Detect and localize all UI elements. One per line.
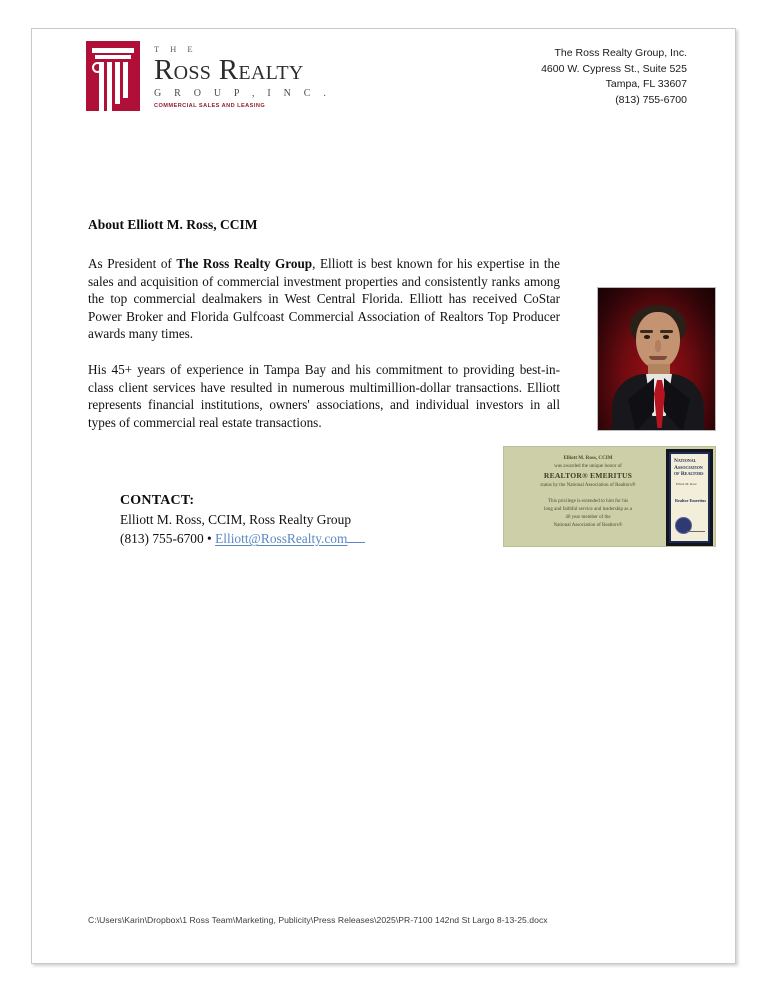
contact-email-trailing-underline bbox=[347, 542, 365, 543]
body-text-column bbox=[88, 255, 560, 431]
contact-email-link[interactable]: Elliott@RossRealty.com bbox=[215, 531, 348, 546]
portrait-brow-left bbox=[640, 330, 653, 333]
column-shaft bbox=[99, 62, 133, 111]
certificate-privilege-line-2: long and faithful service and leadership as a bbox=[544, 506, 632, 512]
wordmark-group: G R O U P , I N C . bbox=[154, 88, 332, 99]
portrait-photo bbox=[597, 287, 716, 431]
framed-certificate-signature-line bbox=[687, 531, 705, 532]
contact-phone-email-line bbox=[120, 529, 365, 548]
letterhead-city-state-zip: Tampa, FL 33607 bbox=[605, 78, 687, 90]
column-flute bbox=[115, 62, 120, 104]
column-flute bbox=[99, 62, 104, 111]
certificate-privilege-line-4: National Association of Realtors® bbox=[553, 523, 623, 529]
paragraph-1-bold: The Ross Realty Group bbox=[176, 256, 313, 271]
paragraph-2: His 45+ years of experience in Tampa Bay and his commitment to providing best-in-class client services have resulted in numerous multimillion-dollar transactions. Elliott represents financial institutions, owners' associations, and individual investors in all types of commercial real estate transactions. bbox=[88, 361, 560, 430]
certificate-status-line: status by the National Association of Realtors® bbox=[540, 483, 636, 488]
certificate-recipient: Elliott M. Ross, CCIM bbox=[563, 455, 613, 461]
letterhead-phone: (813) 755-6700 bbox=[615, 93, 687, 106]
contact-section bbox=[120, 491, 365, 548]
letterhead-contact-block bbox=[541, 46, 687, 108]
footer-file-path: C:\Users\Karin\Dropbox\1 Ross Team\Marketing, Publicity\Press Releases\2025\PR-7100 142nd St Largo 8-13-25.docx bbox=[88, 915, 548, 925]
wordmark-the: T H E bbox=[154, 44, 198, 54]
company-wordmark bbox=[154, 41, 331, 111]
wordmark-tagline: COMMERCIAL SALES AND LEASING bbox=[154, 103, 266, 109]
letterhead bbox=[32, 29, 735, 149]
column-echinus bbox=[95, 55, 131, 59]
classical-column-icon bbox=[86, 41, 140, 111]
framed-certificate-photo bbox=[666, 449, 713, 546]
portrait-mouth bbox=[649, 356, 667, 360]
portrait-eye-left bbox=[644, 335, 650, 339]
certificate-award-title: REALTOR® EMERITUS bbox=[543, 471, 633, 480]
letterhead-company-name: The Ross Realty Group, Inc. bbox=[554, 47, 687, 59]
contact-phone: (813) 755-6700 bbox=[120, 531, 204, 546]
portrait-nose bbox=[655, 340, 661, 352]
document-page bbox=[31, 28, 736, 964]
realtor-emeritus-certificate-image bbox=[503, 446, 716, 547]
certificate-spacer bbox=[512, 491, 664, 498]
paragraph-1 bbox=[88, 255, 560, 343]
certificate-text-block bbox=[512, 454, 664, 530]
column-flute bbox=[107, 62, 112, 111]
letterhead-address: 4600 W. Cypress St., Suite 525 bbox=[541, 62, 687, 75]
contact-heading: CONTACT: bbox=[120, 493, 195, 508]
framed-certificate-heading: National Association of Realtors bbox=[674, 458, 704, 477]
certificate-awarded-line: was awarded the unique honor of bbox=[554, 463, 622, 469]
portrait-brow-right bbox=[660, 330, 673, 333]
framed-certificate-recipient: Elliott M. Ross bbox=[676, 482, 697, 486]
column-abacus bbox=[92, 48, 134, 53]
company-logo bbox=[86, 41, 331, 111]
certificate-privilege-line-1: This privilege is extended to him for his bbox=[547, 498, 629, 504]
portrait-eye-right bbox=[663, 335, 669, 339]
page-title: About Elliott M. Ross, CCIM bbox=[88, 217, 258, 232]
paragraph-1-lead: As President of bbox=[88, 256, 177, 271]
wordmark-name: Ross Realty bbox=[154, 54, 304, 86]
certificate-privilege-line-3: 40 year member of the bbox=[565, 514, 611, 520]
framed-certificate-face bbox=[669, 452, 710, 543]
paragraph-1-rest: , Elliott is best known for his expertise in the sales and acquisition of commercial investment properties and consistently ranks among the top commercial dealmakers in West Central Florida. Elliott has received CoStar Power Broker and Florida Gulfcoast Commercial Association of Realtors Top Producer awards many times. bbox=[88, 256, 560, 342]
column-flute bbox=[123, 62, 128, 98]
contact-separator: • bbox=[203, 531, 216, 546]
framed-certificate-award: Realtor Emeritus bbox=[675, 498, 706, 503]
contact-name-line: Elliott M. Ross, CCIM, Ross Realty Group bbox=[120, 512, 352, 527]
